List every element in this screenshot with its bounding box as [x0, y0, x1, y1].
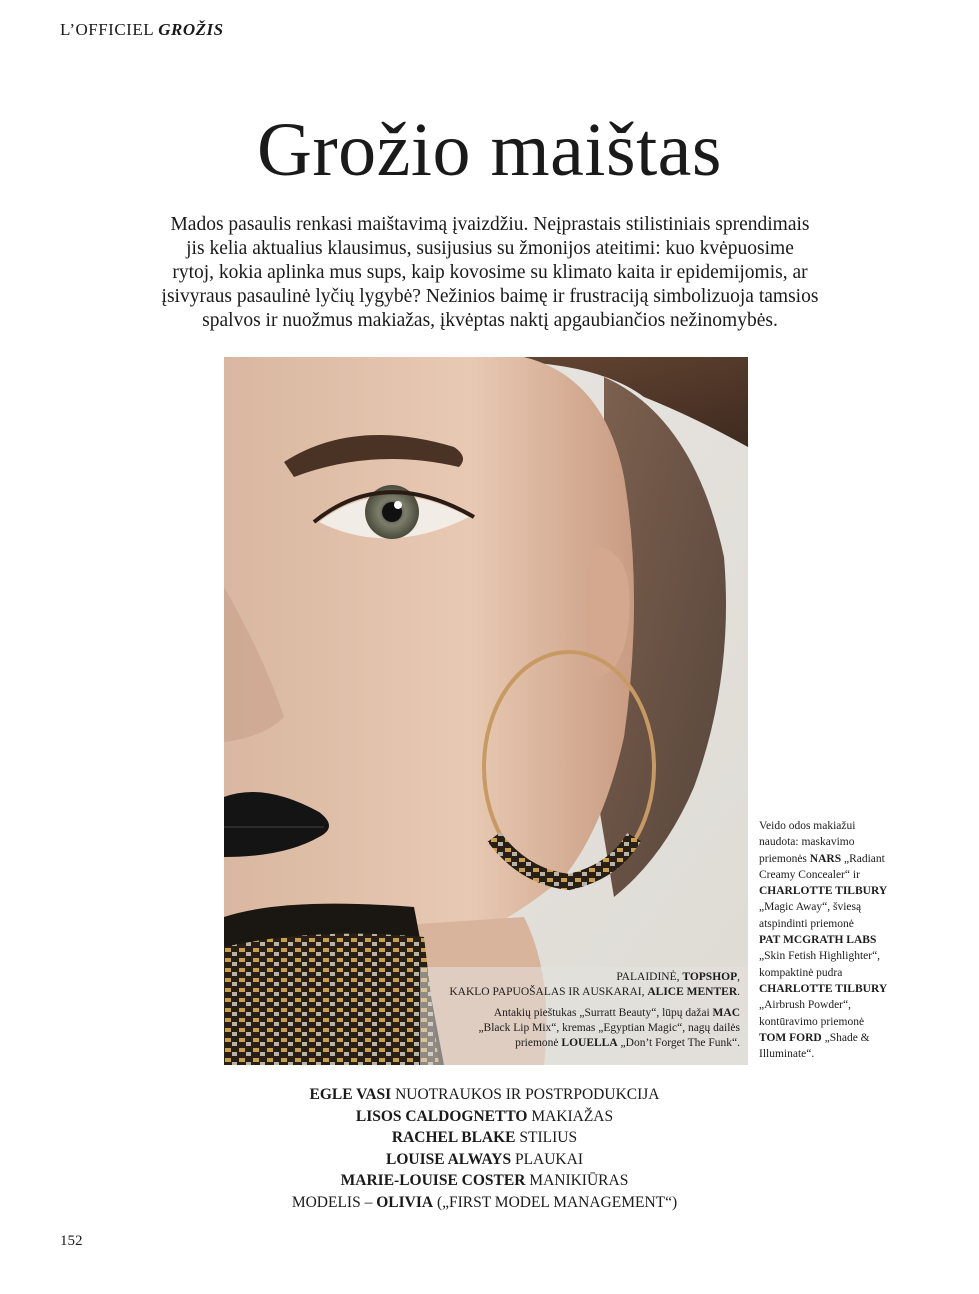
caption-line: [420, 1006, 740, 1021]
side-caption: [759, 818, 929, 1062]
section-name: GROŽIS: [158, 20, 224, 39]
article-title: Grožio maištas: [256, 108, 722, 192]
brand-name: MAC: [712, 1007, 740, 1019]
credit-line: [0, 1106, 969, 1128]
caption-label: PALAIDINĖ,: [616, 971, 683, 983]
credit-name: EGLE VASI: [309, 1086, 392, 1103]
page-number: 152: [60, 1233, 83, 1249]
lead-line: spalvos ir nuožmus makiažas, įkvėptas naktį apgaubiančios nežinomybės.: [202, 310, 778, 331]
side-line: kontūravimo priemonė: [759, 1015, 865, 1028]
caption-line: [420, 1036, 740, 1051]
credit-agency: („FIRST MODEL MANAGEMENT“): [433, 1193, 678, 1211]
credit-role: MAKIAŽAS: [527, 1107, 614, 1125]
brand-name: ALICE MENTER: [647, 986, 738, 998]
side-line: kompaktinė pudra: [759, 966, 843, 979]
credit-name: OLIVIA: [376, 1193, 434, 1211]
portrait-illustration: [224, 357, 748, 1065]
side-line: [759, 1030, 929, 1046]
side-line: naudota: maskavimo: [759, 836, 855, 849]
caption-label: KAKLO PAPUOŠALAS IR AUSKARAI,: [449, 986, 648, 998]
credits-block: [0, 1084, 969, 1213]
magazine-name: L’OFFICIEL: [60, 20, 154, 39]
credit-role: PLAUKAI: [511, 1150, 583, 1168]
brand-name: TOPSHOP: [682, 971, 738, 983]
credit-line: [0, 1084, 969, 1106]
lead-line: rytoj, kokia aplinka mus sups, kaip kovosime su klimato kaita ir epidemijomis, ar: [172, 262, 808, 283]
brand-name: CHARLOTTE TILBURY: [759, 982, 888, 995]
credit-role: STILIUS: [515, 1129, 578, 1146]
brand-name: LOUELLA: [561, 1037, 618, 1049]
side-text: priemonės: [759, 852, 810, 865]
caption-text: „Don’t Forget The Funk“.: [617, 1037, 740, 1049]
portrait-photo: [224, 357, 748, 1065]
side-line: „Magic Away“, šviesą: [759, 901, 862, 914]
side-text: „Shade &: [821, 1031, 870, 1044]
credit-name: MARIE-LOUISE COSTER: [340, 1172, 526, 1189]
side-line: [759, 851, 929, 867]
side-line: Creamy Concealer“ ir: [759, 868, 860, 881]
side-line: atspindinti priemonė: [759, 917, 854, 930]
caption-punct: ,: [737, 971, 740, 983]
model-credit-line: [0, 1192, 969, 1214]
brand-name: TOM FORD: [759, 1031, 822, 1044]
caption-text: Antakių pieštukas „Surratt Beauty“, lūpų dažai: [493, 1007, 713, 1019]
caption-line: „Black Lip Mix“, kremas „Egyptian Magic“, nagų dailės: [478, 1022, 740, 1034]
lead-paragraph: [110, 213, 870, 333]
brand-name: NARS: [809, 852, 842, 865]
brand-name: PAT MCGRATH LABS: [759, 934, 877, 947]
credit-role: MODELIS –: [291, 1193, 377, 1211]
lead-line: jis kelia aktualius klausimus, susijusius su žmonijos ateitimi: kuo kvėpuosime: [186, 238, 794, 259]
side-line: „Airbrush Powder“,: [759, 999, 851, 1012]
credit-role: MANIKIŪRAS: [525, 1172, 629, 1189]
side-line: Illuminate“.: [759, 1048, 815, 1061]
running-header: [60, 20, 224, 40]
side-line: Veido odos makiažui: [759, 820, 856, 832]
credit-role: NUOTRAUKOS IR POSTRPODUKCIJA: [391, 1086, 660, 1103]
credit-line: [0, 1127, 969, 1149]
photo-caption: [420, 970, 740, 1051]
lead-line: Mados pasaulis renkasi maištavimą įvaizdžiu. Neįprastais stilistiniais sprendimais: [170, 214, 810, 235]
lead-line: įsivyraus pasaulinė lyčių lygybė? Nežinios baimę ir frustraciją simbolizuoja tamsios: [161, 286, 819, 307]
credit-name: RACHEL BLAKE: [391, 1129, 516, 1146]
caption-line: [420, 985, 740, 1000]
caption-line: [420, 970, 740, 985]
side-text: „Radiant: [841, 852, 885, 865]
credit-line: [0, 1170, 969, 1192]
credit-name: LISOS CALDOGNETTO: [355, 1107, 528, 1125]
credit-name: LOUISE ALWAYS: [386, 1150, 512, 1168]
brand-name: CHARLOTTE TILBURY: [759, 885, 888, 898]
credit-line: [0, 1149, 969, 1171]
side-line: „Skin Fetish Highlighter“,: [759, 950, 881, 963]
caption-punct: .: [737, 986, 740, 998]
caption-text: priemonė: [515, 1037, 562, 1049]
